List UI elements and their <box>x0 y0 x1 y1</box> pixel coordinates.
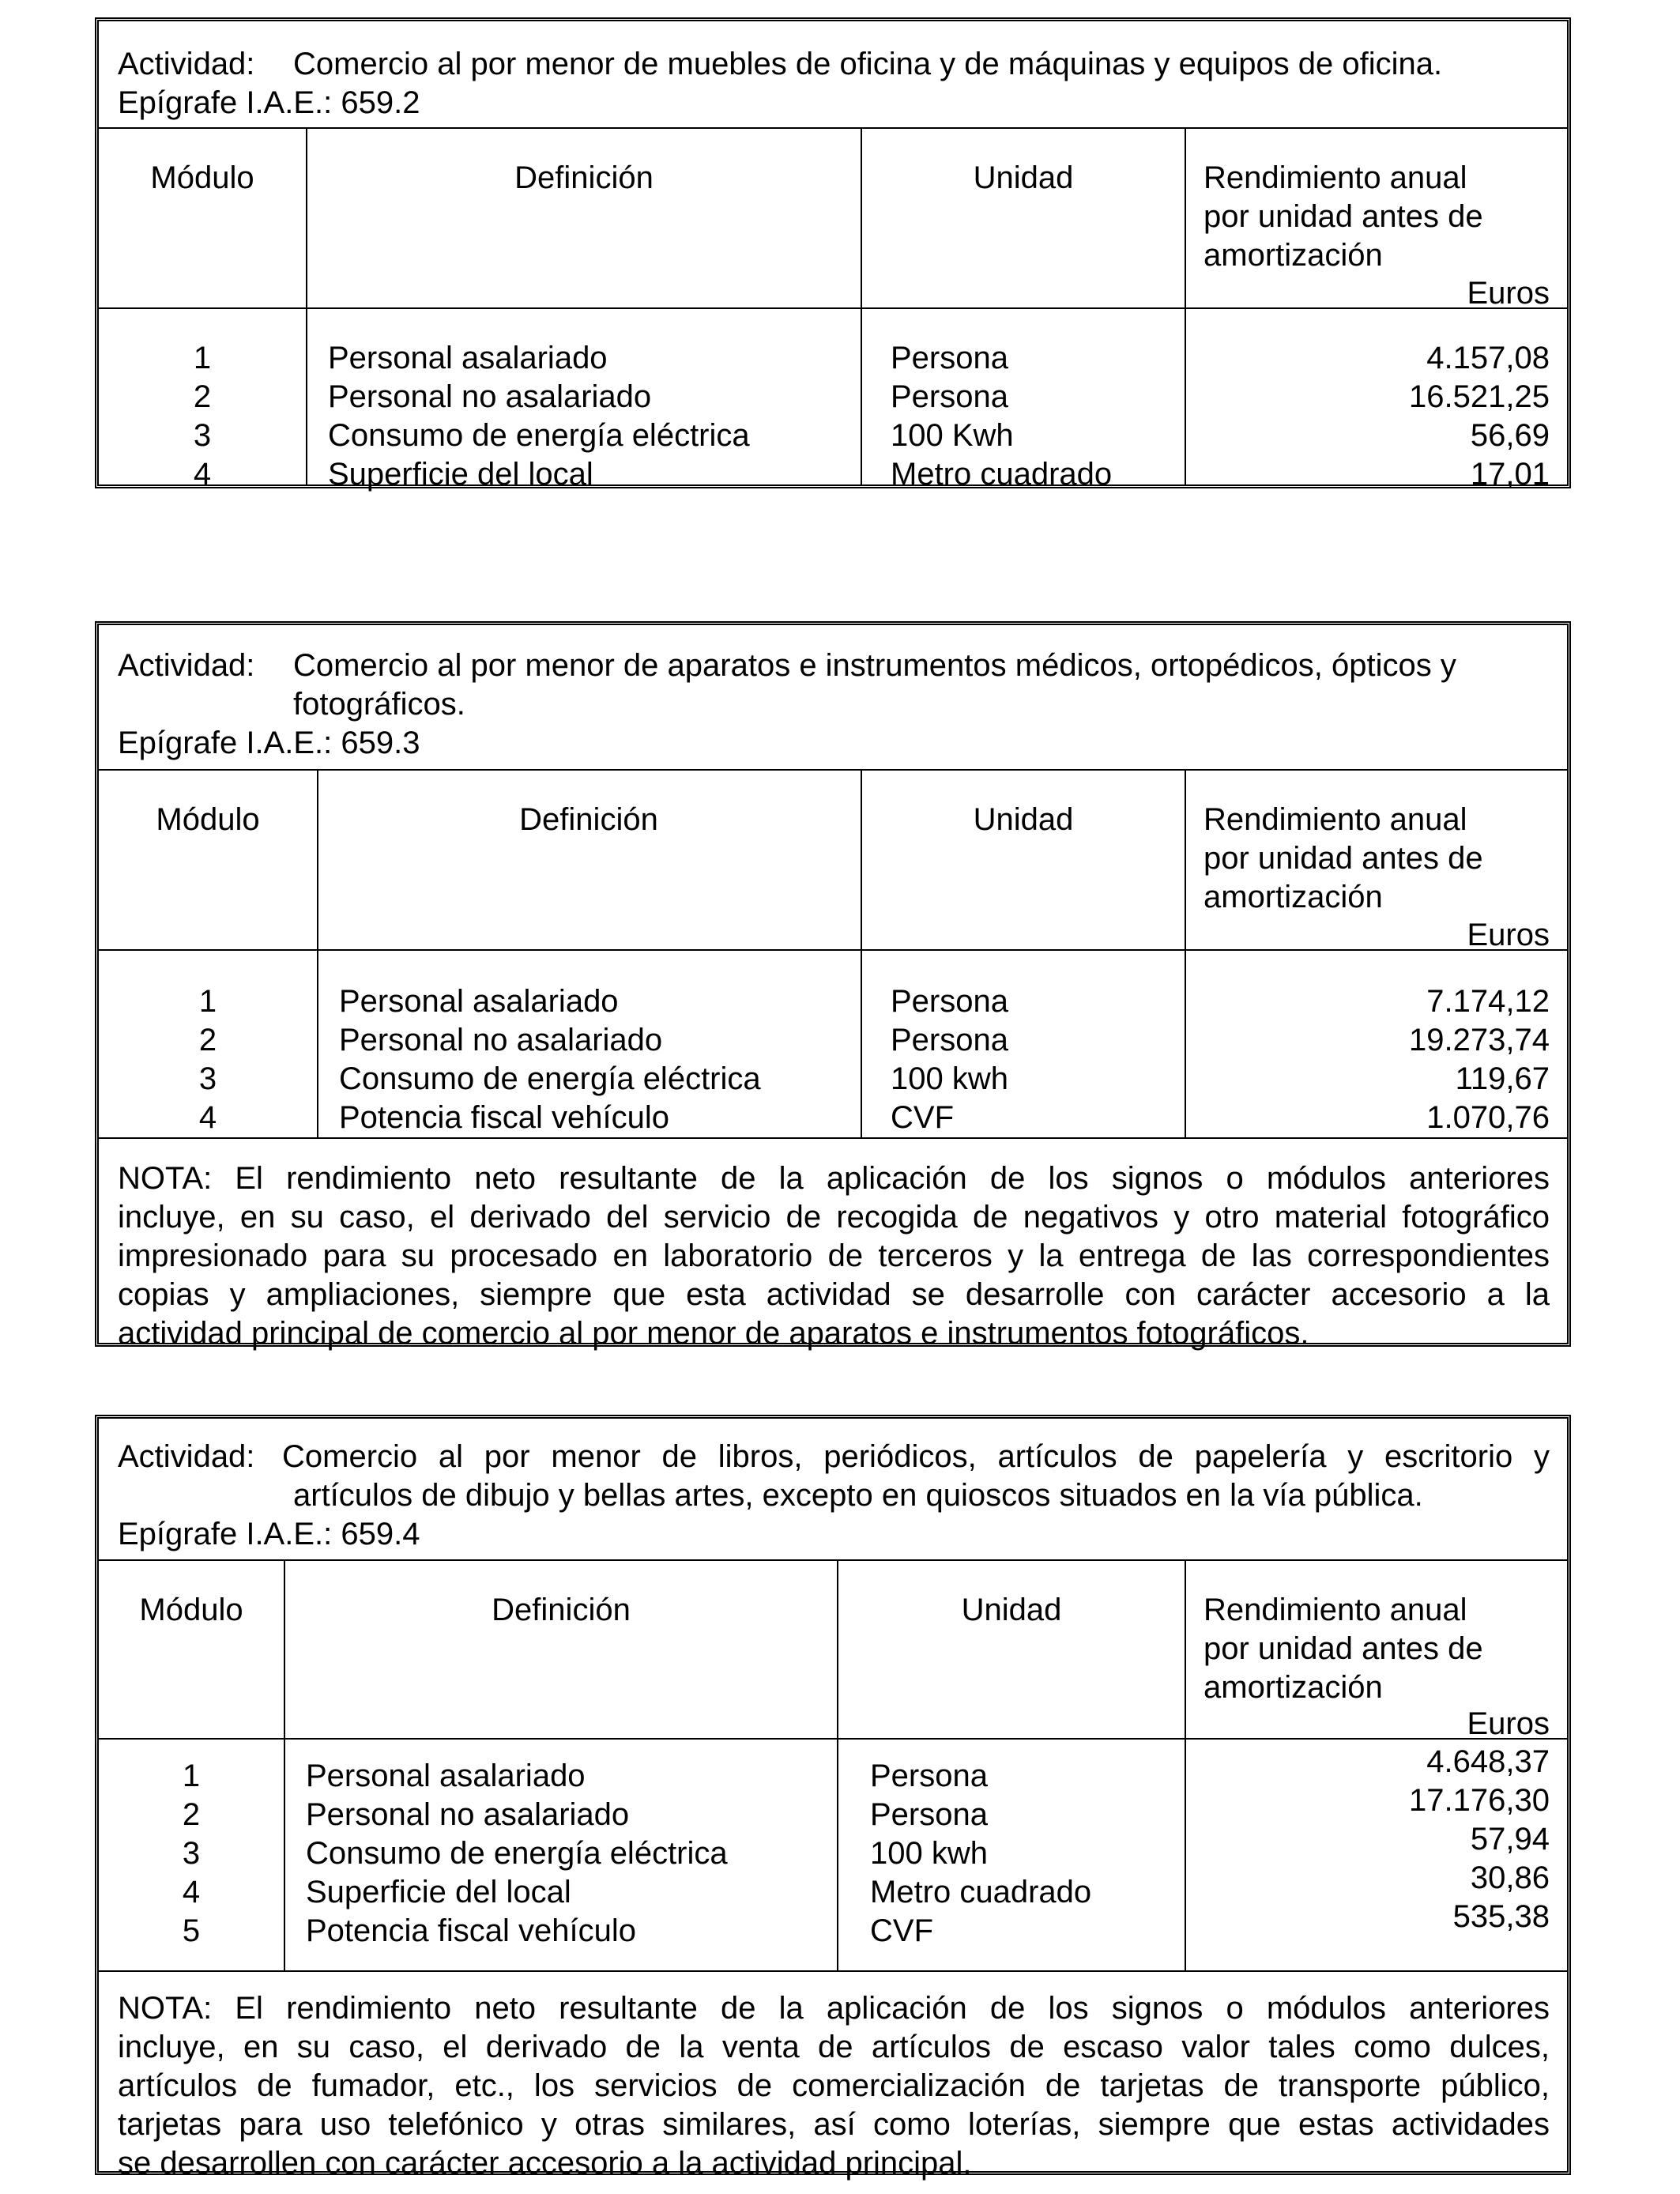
table-row-modulo: 3 <box>198 1061 217 1096</box>
table-row-definicion: Personal asalariado <box>306 1759 586 1793</box>
note <box>99 1137 1567 1351</box>
col-definicion: Definición <box>514 160 654 195</box>
table-row-unidad: Persona <box>891 1023 1008 1057</box>
table-row-modulo: 4 <box>182 1875 201 1909</box>
col-rendimiento-2: por unidad antes de <box>1203 841 1483 876</box>
note-line: NOTA: El rendimiento neto resultante de la aplicación de los signos o módulos anteriores <box>118 1161 1550 1196</box>
table-row-definicion: Superficie del local <box>306 1875 571 1909</box>
table-659-2 <box>95 17 1571 492</box>
col-definicion: Definición <box>519 802 658 837</box>
note-line: NOTA: El rendimiento neto resultante de la aplicación de los signos o módulos anteriores <box>118 1991 1550 2026</box>
col-unidad: Unidad <box>973 160 1074 195</box>
col-rendimiento-3: amortización <box>1203 238 1383 273</box>
col-unidad: Unidad <box>973 802 1074 837</box>
activity-text: fotográficos. <box>293 687 465 722</box>
table-row-modulo: 4 <box>193 457 212 492</box>
table-row-definicion: Personal no asalariado <box>328 379 652 414</box>
col-modulo: Módulo <box>150 160 254 195</box>
activity-text: Comercio al por menor de libros, periódicos, artículos de papelería y escritorio y <box>282 1439 1550 1474</box>
table-row-rendimiento: 535,38 <box>1452 1899 1550 1934</box>
note-line: actividad principal de comercio al por menor de aparatos e instrumentos fotográficos. <box>118 1316 1309 1351</box>
column-header-row <box>99 129 1567 309</box>
activity-text: Comercio al por menor de aparatos e instrumentos médicos, ortopédicos, ópticos y <box>293 648 1456 683</box>
table-row-rendimiento: 57,94 <box>1470 1822 1550 1857</box>
table-row-definicion: Potencia fiscal vehículo <box>306 1913 637 1948</box>
table-row-modulo: 3 <box>193 418 212 453</box>
activity-label: Actividad: <box>118 47 255 81</box>
table-row-rendimiento: 17.176,30 <box>1409 1783 1550 1818</box>
table-row-unidad: 100 kwh <box>891 1061 1008 1096</box>
table-row-rendimiento: 17,01 <box>1470 457 1550 492</box>
table-row-modulo: 3 <box>182 1836 201 1871</box>
activity-text: Comercio al por menor de muebles de oficina y de máquinas y equipos de oficina. <box>293 47 1443 81</box>
table-row-modulo: 5 <box>182 1913 201 1948</box>
note-line: tarjetas para uso telefónico y otras similares, así como loterías, siempre que estas actividades <box>118 2107 1550 2142</box>
table-row-unidad: 100 kwh <box>870 1836 988 1871</box>
table-row-unidad: CVF <box>891 1100 954 1135</box>
table-row-unidad: Metro cuadrado <box>870 1875 1092 1909</box>
table-row-modulo: 2 <box>182 1797 201 1832</box>
activity-label: Actividad: <box>118 1439 255 1474</box>
table-row-definicion: Personal asalariado <box>328 341 608 375</box>
table-row-rendimiento: 30,86 <box>1470 1860 1550 1895</box>
col-modulo: Módulo <box>139 1593 243 1627</box>
table-row-rendimiento: 4.157,08 <box>1426 341 1550 375</box>
col-euros: Euros <box>1467 918 1550 952</box>
table-row-definicion: Consumo de energía eléctrica <box>328 418 750 453</box>
note-line: incluye, en su caso, el derivado de la venta de artículos de escaso valor tales como dulces, <box>118 2030 1550 2064</box>
table-row-rendimiento: 19.273,74 <box>1409 1023 1550 1057</box>
activity-text: artículos de dibujo y bellas artes, excepto en quioscos situados en la vía pública. <box>293 1478 1423 1513</box>
table-row-rendimiento: 119,67 <box>1455 1061 1550 1096</box>
col-modulo: Módulo <box>156 802 260 837</box>
table-row-unidad: 100 Kwh <box>891 418 1014 453</box>
table-row-definicion: Personal no asalariado <box>306 1797 630 1832</box>
table-row-modulo: 2 <box>198 1023 217 1057</box>
epigrafe: Epígrafe I.A.E.: 659.3 <box>118 726 420 760</box>
table-row-unidad: Metro cuadrado <box>891 457 1113 492</box>
table-row-definicion: Personal asalariado <box>339 984 619 1019</box>
col-unidad: Unidad <box>961 1593 1062 1627</box>
table-row-rendimiento: 4.648,37 <box>1426 1744 1550 1779</box>
column-header-row <box>99 1561 1567 1740</box>
table-row-unidad: CVF <box>870 1913 933 1948</box>
table-row-rendimiento: 16.521,25 <box>1409 379 1550 414</box>
epigrafe: Epígrafe I.A.E.: 659.2 <box>118 85 420 120</box>
table-659-3 <box>95 621 1571 1351</box>
col-definicion: Definición <box>492 1593 631 1627</box>
table-row-modulo: 2 <box>193 379 212 414</box>
activity-header <box>99 21 1567 129</box>
table-row-rendimiento: 56,69 <box>1470 418 1550 453</box>
table-659-4 <box>95 1415 1571 2181</box>
table-row-definicion: Superficie del local <box>328 457 593 492</box>
col-rendimiento-3: amortización <box>1203 1670 1383 1705</box>
col-euros: Euros <box>1467 276 1550 311</box>
note-line: copias y ampliaciones, siempre que esta actividad se desarrolle con carácter accesorio a la <box>118 1277 1550 1312</box>
note-line: artículos de fumador, etc., los servicios de comercialización de tarjetas de transporte público, <box>118 2068 1550 2103</box>
table-row-modulo: 4 <box>198 1100 217 1135</box>
table-row-modulo: 1 <box>193 341 212 375</box>
note-line: incluye, en su caso, el derivado del servicio de recogida de negativos y otro material fotográfico <box>118 1200 1550 1235</box>
col-rendimiento-1: Rendimiento anual <box>1203 1593 1467 1627</box>
table-row-modulo: 1 <box>198 984 217 1019</box>
col-rendimiento-2: por unidad antes de <box>1203 199 1483 234</box>
note-line: impresionado para su procesado en laboratorio de terceros y la entrega de las correspondientes <box>118 1238 1550 1273</box>
table-row-unidad: Persona <box>891 984 1008 1019</box>
col-rendimiento-1: Rendimiento anual <box>1203 802 1467 837</box>
col-rendimiento-1: Rendimiento anual <box>1203 160 1467 195</box>
activity-label: Actividad: <box>118 648 255 683</box>
col-rendimiento-2: por unidad antes de <box>1203 1631 1483 1666</box>
activity-header <box>99 1419 1567 1561</box>
table-row-unidad: Persona <box>870 1797 988 1832</box>
table-row-rendimiento: 7.174,12 <box>1426 984 1550 1019</box>
epigrafe: Epígrafe I.A.E.: 659.4 <box>118 1517 420 1551</box>
table-row-definicion: Potencia fiscal vehículo <box>339 1100 670 1135</box>
table-row-definicion: Consumo de energía eléctrica <box>306 1836 728 1871</box>
table-row-definicion: Personal no asalariado <box>339 1023 663 1057</box>
table-row-unidad: Persona <box>891 341 1008 375</box>
column-header-row <box>99 771 1567 951</box>
table-row-unidad: Persona <box>870 1759 988 1793</box>
activity-header <box>99 625 1567 771</box>
table-row-definicion: Consumo de energía eléctrica <box>339 1061 761 1096</box>
note-line: se desarrollen con carácter accesorio a la actividad principal. <box>118 2146 972 2181</box>
table-row-unidad: Persona <box>891 379 1008 414</box>
note <box>99 1970 1567 2181</box>
table-row-modulo: 1 <box>182 1759 201 1793</box>
col-rendimiento-3: amortización <box>1203 880 1383 914</box>
col-euros: Euros <box>1467 1706 1550 1741</box>
table-row-rendimiento: 1.070,76 <box>1426 1100 1550 1135</box>
